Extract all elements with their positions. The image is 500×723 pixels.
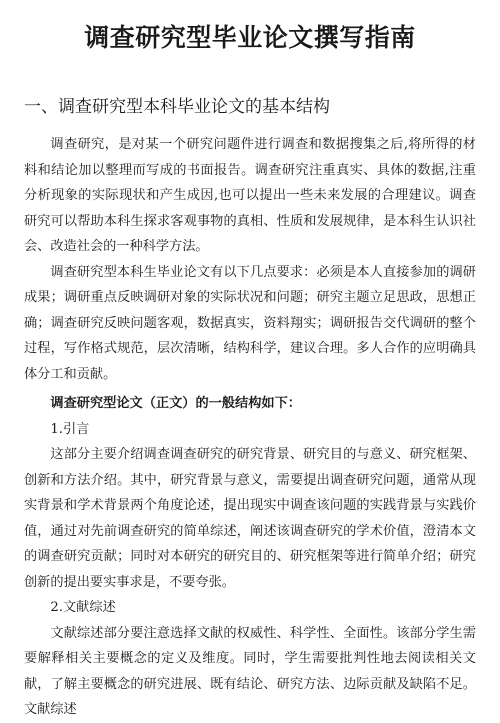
body-paragraph: 调查研究，是对某一个研究问题件进行调查和数据搜集之后,将所得的材料和结论加以整理而写成的书面报告。调查研究注重真实、具体的数据,注重分析现象的实际现状和产生成因,也可以提出一些未来发展的合理建议。调查研究可以帮助本科生探求客观事物的真相、性质和发展规律，是本科生认识社会、改造社会的一种科学方法。: [24, 137, 476, 254]
section-heading: 一、调查研究型本科毕业论文的基本结构: [24, 97, 330, 117]
section-introduction-text: 这部分主要介绍调查调查研究的研究背景、研究目的与意义、研究框架、创新和方法介绍。其中，研究背景与意义，需要提出调查研究问题，通常从现实背景和学术背景两个角度论述，提出现实中调查该问题的实践背景与实践价值，通过对先前调查研究的简单综述，阐述该调查研究的学术价值，澄清本文的调查研究贡献；同时对本研究的研究目的、研究框架等进行简单介绍；研究创新的提出要实事求是，不要夸张。: [24, 447, 476, 590]
section-literature-review-label: 2.文献综述: [50, 600, 116, 615]
document-title: 调查研究型毕业论文撰写指南: [84, 23, 416, 52]
document-body: [24, 132, 476, 723]
section-literature-review-text: 文献综述部分要注意选择文献的权威性、科学性、全面性。该部分学生需要解释相关主要概念的定义及维度。同时，学生需要批判性地去阅读相关文献，了解主要概念的研究进展、既有结论、研究方法、边际贡献及缺陷不足。文献综述: [24, 625, 476, 717]
structure-subheading: 调查研究型论文（正文）的一般结构如下：: [50, 396, 301, 411]
section-introduction-label: 1.引言: [50, 421, 90, 437]
body-paragraph: 调查研究型本科生毕业论文有以下几点要求：必须是本人直接参加的调研成果；调研重点反映调研对象的实际状况和问题；研究主题立足思政，思想正确；调查研究反映问题客观，数据真实，资料翔实；调研报告交代调研的整个过程，写作格式规范，层次清晰，结构科学，建议合理。多人合作的应明确具体分工和贡献。: [24, 264, 476, 382]
